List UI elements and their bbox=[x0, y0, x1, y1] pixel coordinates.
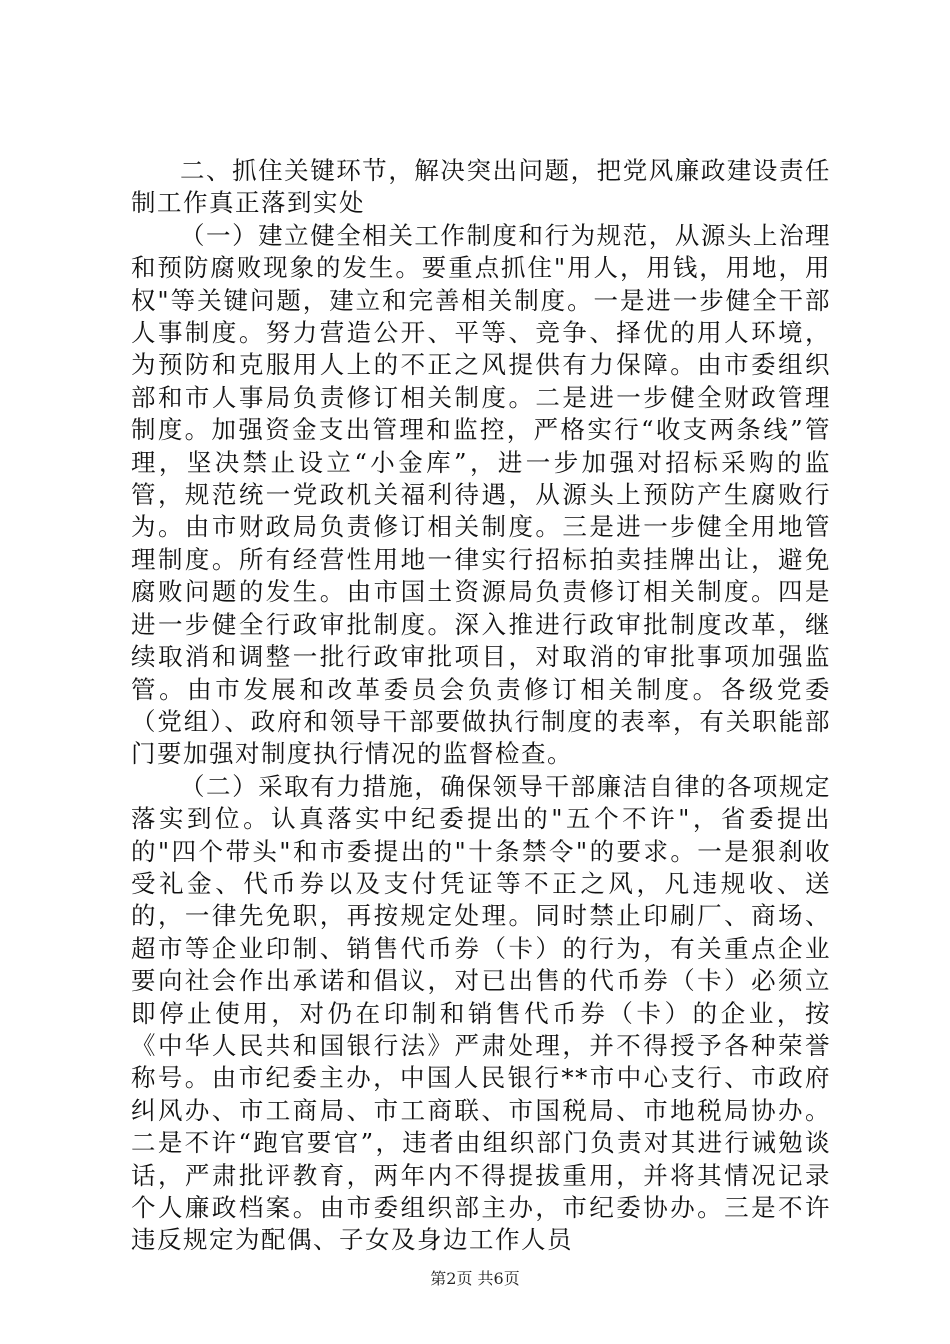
page-footer: 第2页 共6页 bbox=[430, 1269, 520, 1288]
document-body bbox=[131, 155, 831, 1257]
paragraph-1: （一）建立健全相关工作制度和行为规范，从源头上治理和预防腐败现象的发生。要重点抓住"用人，用钱，用地，用权"等关键问题，建立和完善相关制度。一是进一步健全干部人事制度。努力营造公开、平等、竞争、择优的用人环境，为预防和克服用人上的不正之风提供有力保障。由市委组织部和市人事局负责修订相关制度。二是进一步健全财政管理制度。加强资金支出管理和监控，严格实行“收支两条线”管理，坚决禁止设立“小金库”，进一步加强对招标采购的监管，规范统一党政机关福利待遇，从源头上预防产生腐败行为。由市财政局负责修订相关制度。三是进一步健全用地管理制度。所有经营性用地一律实行招标拍卖挂牌出让，避免腐败问题的发生。由市国土资源局负责修订相关制度。四是进一步健全行政审批制度。深入推进行政审批制度改革，继续取消和调整一批行政审批项目，对取消的审批事项加强监管。由市发展和改革委员会负责修订相关制度。各级党委（党组）、政府和领导干部要做执行制度的表率，有关职能部门要加强对制度执行情况的监督检查。 bbox=[131, 220, 831, 769]
paragraph-2: （二）采取有力措施，确保领导干部廉洁自律的各项规定落实到位。认真落实中纪委提出的"五个不许"，省委提出的"四个带头"和市委提出的"十条禁令"的要求。一是狠刹收受礼金、代币券以及支付凭证等不正之风，凡违规收、送的，一律先免职，再按规定处理。同时禁止印刷厂、商场、超市等企业印制、销售代币券（卡）的行为，有关重点企业要向社会作出承诺和倡议，对已出售的代币券（卡）必须立即停止使用，对仍在印制和销售代币券（卡）的企业，按《中华人民共和国银行法》严肃处理，并不得授予各种荣誉称号。由市纪委主办，中国人民银行**市中心支行、市政府纠风办、市工商局、市工商联、市国税局、市地税局协办。二是不许“跑官要官”，违者由组织部门负责对其进行诫勉谈话，严肃批评教育，两年内不得提拔重用，并将其情况记录个人廉政档案。由市委组织部主办，市纪委协办。三是不许违反规定为配偶、子女及身边工作人员 bbox=[131, 771, 831, 1255]
section-heading: 二、抓住关键环节，解决突出问题，把党风廉政建设责任制工作真正落到实处 bbox=[131, 156, 831, 218]
